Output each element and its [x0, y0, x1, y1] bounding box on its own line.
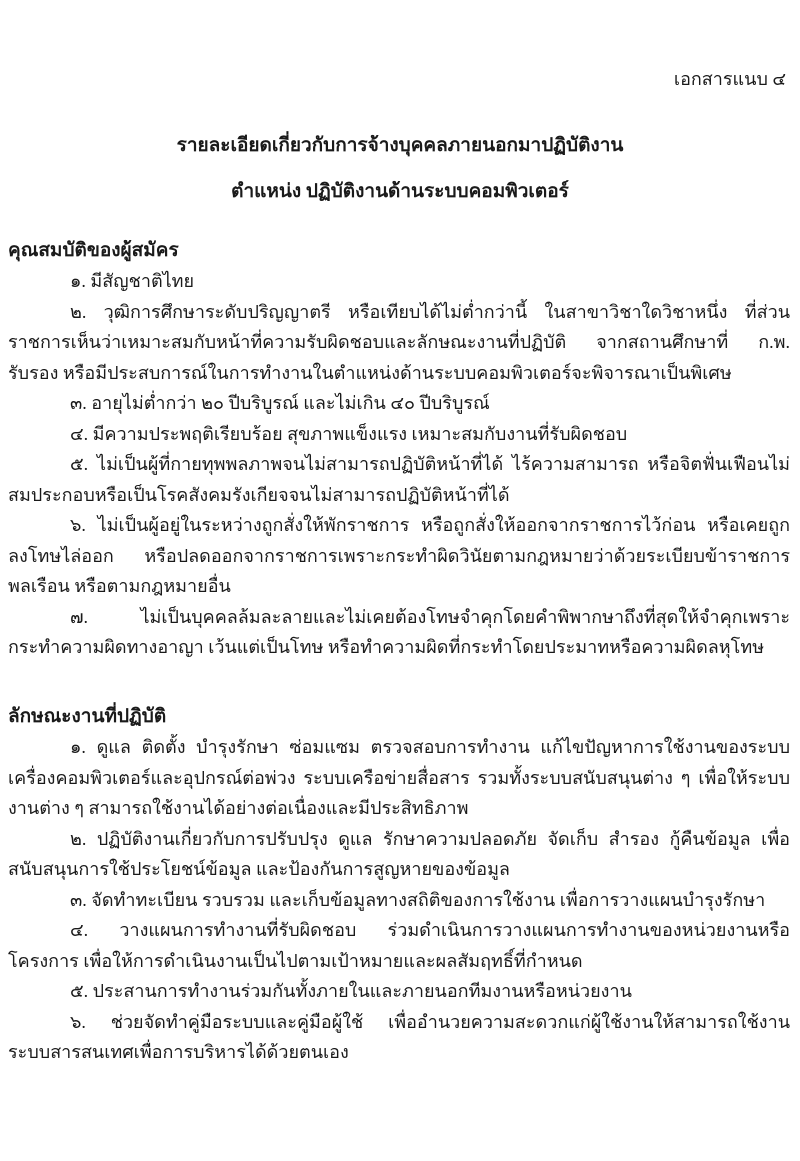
qualification-item: ๖. ไม่เป็นผู้อยู่ในระหว่างถูกสั่งให้พักราชการ หรือถูกสั่งให้ออกจากราชการไว้ก่อน หรือเคยถูกลงโทษไล่ออก หรือปลดออกจากราชการเพราะกระทำผิดวินัยตามกฎหมายว่าด้วยระเบียบข้าราชการพลเรือน หรือตามกฎหมายอื่น [8, 515, 790, 596]
qualification-item: ๔. มีความประพฤติเรียบร้อย สุขภาพแข็งแรง เหมาะสมกับงานที่รับผิดชอบ [70, 423, 628, 444]
duties-heading: ลักษณะงานที่ปฏิบัติ [8, 706, 167, 727]
position-title: ตำแหน่ง ปฏิบัติงานด้านระบบคอมพิวเตอร์ [231, 181, 569, 202]
duties-section [8, 702, 790, 1068]
duty-item: ๕. ประสานการทำงานร่วมกันทั้งภายในและภายนอกทีมงานหรือหน่วยงาน [70, 981, 632, 1001]
qualifications-section [8, 236, 790, 663]
duty-item: ๓. จัดทำทะเบียน รวบรวม และเก็บข้อมูลทางสถิติของการใช้งาน เพื่อการวางแผนบำรุงรักษา [70, 889, 766, 910]
qualification-item: ๑. มีสัญชาติไทย [70, 271, 195, 291]
duty-item: ๔. วางแผนการทำงานที่รับผิดชอบ ร่วมดำเนินการวางแผนการทำงานของหน่วยงานหรือโครงการ เพื่อให้การดำเนินงานเป็นไปตามเป้าหมายและผลสัมฤทธิ์ที่กำหนด [8, 920, 790, 971]
qualification-item: ๕. ไม่เป็นผู้ที่กายทุพพลภาพจนไม่สามารถปฏิบัติหน้าที่ได้ ไร้ความสามารถ หรือจิตฟั่นเฟือนไม่สมประกอบหรือเป็นโรคสังคมรังเกียจจนไม่สามารถปฏิบัติหน้าที่ได้ [8, 454, 790, 505]
duty-item: ๒. ปฏิบัติงานเกี่ยวกับการปรับปรุง ดูแล รักษาความปลอดภัย จัดเก็บ สำรอง กู้คืนข้อมูล เพื่อสนับสนุนการใช้ประโยชน์ข้อมูล และป้องกันการสูญหายของข้อมูล [8, 828, 790, 879]
qualifications-heading: คุณสมบัติของผู้สมัคร [8, 240, 179, 261]
qualification-item: ๒. วุฒิการศึกษาระดับปริญญาตรี หรือเทียบได้ไม่ต่ำกว่านี้ ในสาขาวิชาใดวิชาหนึ่ง ที่ส่วนราชการเห็นว่าเหมาะสมกับหน้าที่ความรับผิดชอบและลักษณะงานที่ปฏิบัติ จากสถานศึกษาที่ ก.พ. รับรอง หรือมีประสบการณ์ในการทำงานในตำแหน่งด้านระบบคอมพิวเตอร์จะพิจารณาเป็นพิเศษ [8, 301, 790, 383]
annex-label: เอกสารแนบ ๔ [673, 69, 786, 89]
qualification-item: ๗. ไม่เป็นบุคคลล้มละลายและไม่เคยต้องโทษจำคุกโดยคำพิพากษาถึงที่สุดให้จำคุกเพราะกระทำความผิดทางอาญา เว้นแต่เป็นโทษ หรือทำความผิดที่กระทำโดยประมาทหรือความผิดลหุโทษ [8, 606, 790, 657]
duty-item: ๑. ดูแล ติดตั้ง บำรุงรักษา ซ่อมแซม ตรวจสอบการทำงาน แก้ไขปัญหาการใช้งานของระบบเครื่องคอมพิวเตอร์และอุปกรณ์ต่อพ่วง ระบบเครือข่ายสื่อสาร รวมทั้งระบบสนับสนุนต่าง ๆ เพื่อให้ระบบงานต่าง ๆ สามารถใช้งานได้อย่างต่อเนื่องและมีประสิทธิภาพ [8, 737, 790, 818]
document-title: รายละเอียดเกี่ยวกับการจ้างบุคคลภายนอกมาปฏิบัติงาน [176, 135, 624, 156]
qualification-item: ๓. อายุไม่ต่ำกว่า ๒๐ ปีบริบูรณ์ และไม่เกิน ๔๐ ปีบริบูรณ์ [70, 393, 490, 413]
duty-item: ๖. ช่วยจัดทำคู่มือระบบและคู่มือผู้ใช้ เพื่ออำนวยความสะดวกแก่ผู้ใช้งานให้สามารถใช้งานระบบสารสนเทศเพื่อการบริหารได้ด้วยตนเอง [8, 1011, 790, 1062]
